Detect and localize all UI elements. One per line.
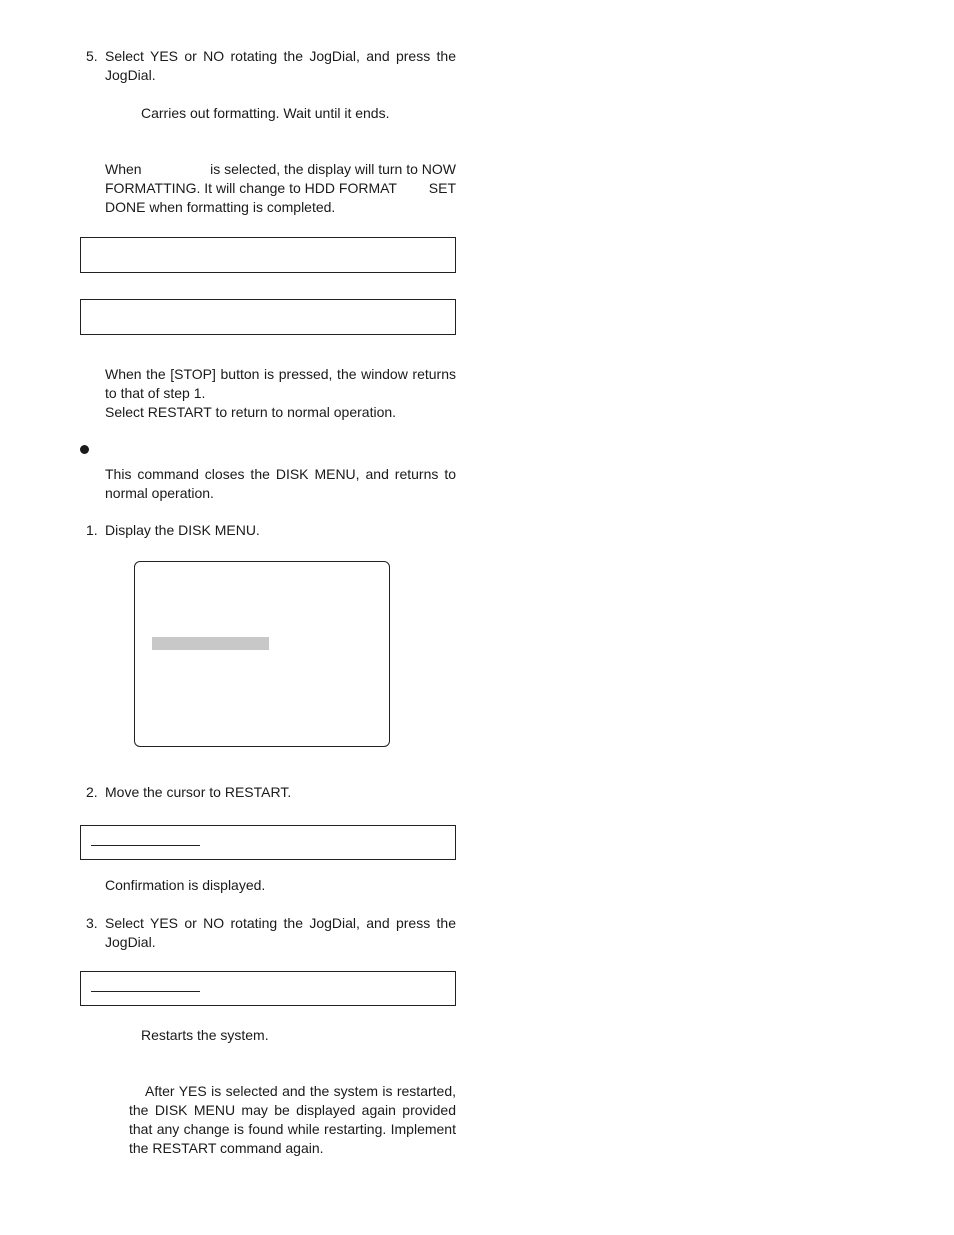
note-text: DONE when formatting is completed.: [105, 199, 336, 215]
note-text: FORMATTING. It will change to HDD FORMAT: [105, 180, 397, 196]
note-text: SET: [428, 180, 456, 196]
step-result-text: Restarts the system.: [141, 1027, 269, 1043]
menu-cursor-highlight: [152, 637, 269, 650]
display-box: [80, 237, 456, 273]
note-text: When: [105, 161, 142, 177]
bullet-icon: [80, 445, 89, 454]
step-number: 2.: [86, 784, 98, 800]
display-box: [80, 825, 456, 860]
display-box: [80, 299, 456, 335]
step-text: Display the DISK MENU.: [105, 522, 260, 538]
restart-intro: This command closes the DISK MENU, and returns to normal operation.: [105, 466, 456, 501]
step-text: Move the cursor to RESTART.: [105, 784, 292, 800]
final-note: After YES is selected and the system is restarted, the DISK MENU may be displayed again provided that any change is found while restarting. Implement the RESTART command again.: [129, 1083, 456, 1156]
step-number: 5.: [86, 48, 98, 64]
cursor-underline: [91, 845, 200, 846]
step-result-text: Carries out formatting. Wait until it ends.: [141, 105, 390, 121]
display-box: [80, 971, 456, 1006]
stop-note: Select RESTART to return to normal operation.: [105, 404, 397, 420]
step-number: 3.: [86, 915, 98, 931]
step-number: 1.: [86, 522, 98, 538]
note-text: is selected, the display will turn to NOW: [210, 161, 456, 177]
step-text: Select YES or NO rotating the JogDial, and press the JogDial.: [105, 48, 456, 83]
cursor-underline: [91, 991, 200, 992]
stop-note: When the [STOP] button is pressed, the window returns to that of step 1.: [105, 366, 456, 401]
format-note: [105, 160, 456, 217]
step-result-text: Confirmation is displayed.: [105, 877, 266, 893]
step-text: Select YES or NO rotating the JogDial, and press the JogDial.: [105, 915, 456, 950]
disk-menu-screen: [134, 561, 390, 747]
